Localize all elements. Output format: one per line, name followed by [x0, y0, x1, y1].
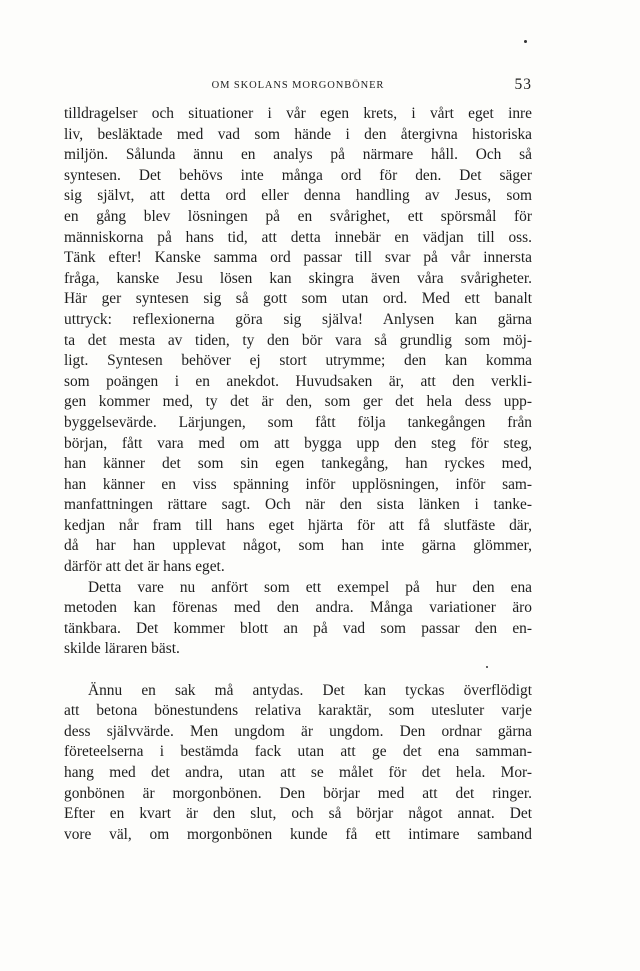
- text-line: ta det mesta av tiden, ty den bör vara så grundlig som möj-: [64, 331, 532, 349]
- text-line: gonbönen är morgonbönen. Den börjar med att det ringer.: [64, 784, 532, 802]
- text-line: tilldragelser och situationer i vår egen krets, i vårt eget inre: [64, 105, 532, 122]
- text-line: Här ger syntesen sig så gott som utan ord. Med ett banalt: [64, 290, 532, 308]
- text-line: företeelserna i bestämda fack utan att ge det ena samman-: [64, 743, 532, 761]
- text-line: Tänk efter! Kanske samma ord passar till svar på vår innersta: [64, 249, 532, 267]
- paragraph: [64, 104, 532, 578]
- text-line: han känner det som sin egen tankegång, han ryckes med,: [64, 455, 532, 473]
- ink-speck: [524, 40, 527, 43]
- text-line: liv, besläktade med vad som hände i den återgivna historiska: [64, 125, 532, 143]
- text-line: uttryck: reflexionerna göra sig själva! Anlysen kan gärna: [64, 310, 532, 328]
- paragraph: [64, 681, 532, 846]
- running-header-title: OM SKOLANS MORGONBÖNER: [211, 80, 385, 91]
- text-line: människorna på hans tid, att detta innebär en vädjan till oss.: [64, 228, 532, 246]
- text-line: ligt. Syntesen behöver ej stort utrymme; den kan komma: [64, 352, 532, 370]
- text-line: därför att det är hans eget.: [64, 558, 225, 576]
- text-line: fråga, kanske Jesu lösen kan skingra även våra svårigheter.: [64, 269, 532, 287]
- body-text: [64, 104, 532, 845]
- text-line: syntesen. Det behövs inte många ord för den. Det säger: [64, 166, 532, 184]
- text-line: han känner en viss spänning inför upplösningen, inför sam-: [64, 475, 532, 493]
- text-line: byggelsevärde. Lärjungen, som fått följa tankegången från: [64, 413, 532, 431]
- text-line: sig självt, att detta ord eller denna handling av Jesus, som: [64, 187, 532, 205]
- text-line: manfattningen rättare sagt. Och när den sista länken i tanke-: [64, 496, 532, 514]
- paragraph: [64, 578, 532, 660]
- text-line: gen kommer med, ty det är den, som ger det hela dess upp-: [64, 393, 532, 411]
- text-line: metoden kan förenas med den andra. Många variationer äro: [64, 599, 532, 617]
- text-line: att betona bönestundens relativa karaktär, som utesluter varje: [64, 702, 532, 720]
- text-line: som poängen i en anekdot. Huvudsaken är, att den verkli-: [64, 372, 532, 390]
- text-line: hang med det andra, utan att se målet för det hela. Mor-: [64, 764, 532, 781]
- text-line: tänkbara. Det kommer blott an på vad som passar den en-: [64, 619, 532, 637]
- text-line: då har han upplevat något, som han inte gärna glömmer,: [64, 537, 532, 555]
- page-number: 53: [514, 76, 532, 93]
- running-header: [64, 76, 532, 96]
- text-line: början, fått vara med om att bygga upp den steg för steg,: [64, 434, 532, 452]
- section-gap: [64, 660, 532, 681]
- text-line: miljön. Sålunda ännu en analys på närmare håll. Och så: [64, 146, 532, 164]
- text-line: vore väl, om morgonbönen kunde få ett intimare samband: [64, 825, 532, 843]
- text-line: en gång blev lösningen på en svårighet, ett spörsmål för: [64, 207, 532, 225]
- text-line: skilde läraren bäst.: [64, 640, 180, 658]
- text-line: kedjan når fram till hans eget hjärta för att få slutfäste där,: [64, 516, 532, 534]
- text-line: Efter en kvart är den slut, och så börjar något annat. Det: [64, 805, 532, 823]
- text-line: dess självvärde. Men ungdom är ungdom. Den ordnar gärna: [64, 722, 532, 740]
- text-line: Ännu en sak må antydas. Det kan tyckas överflödigt: [88, 681, 532, 699]
- text-line: Detta vare nu anfört som ett exempel på hur den ena: [88, 578, 532, 596]
